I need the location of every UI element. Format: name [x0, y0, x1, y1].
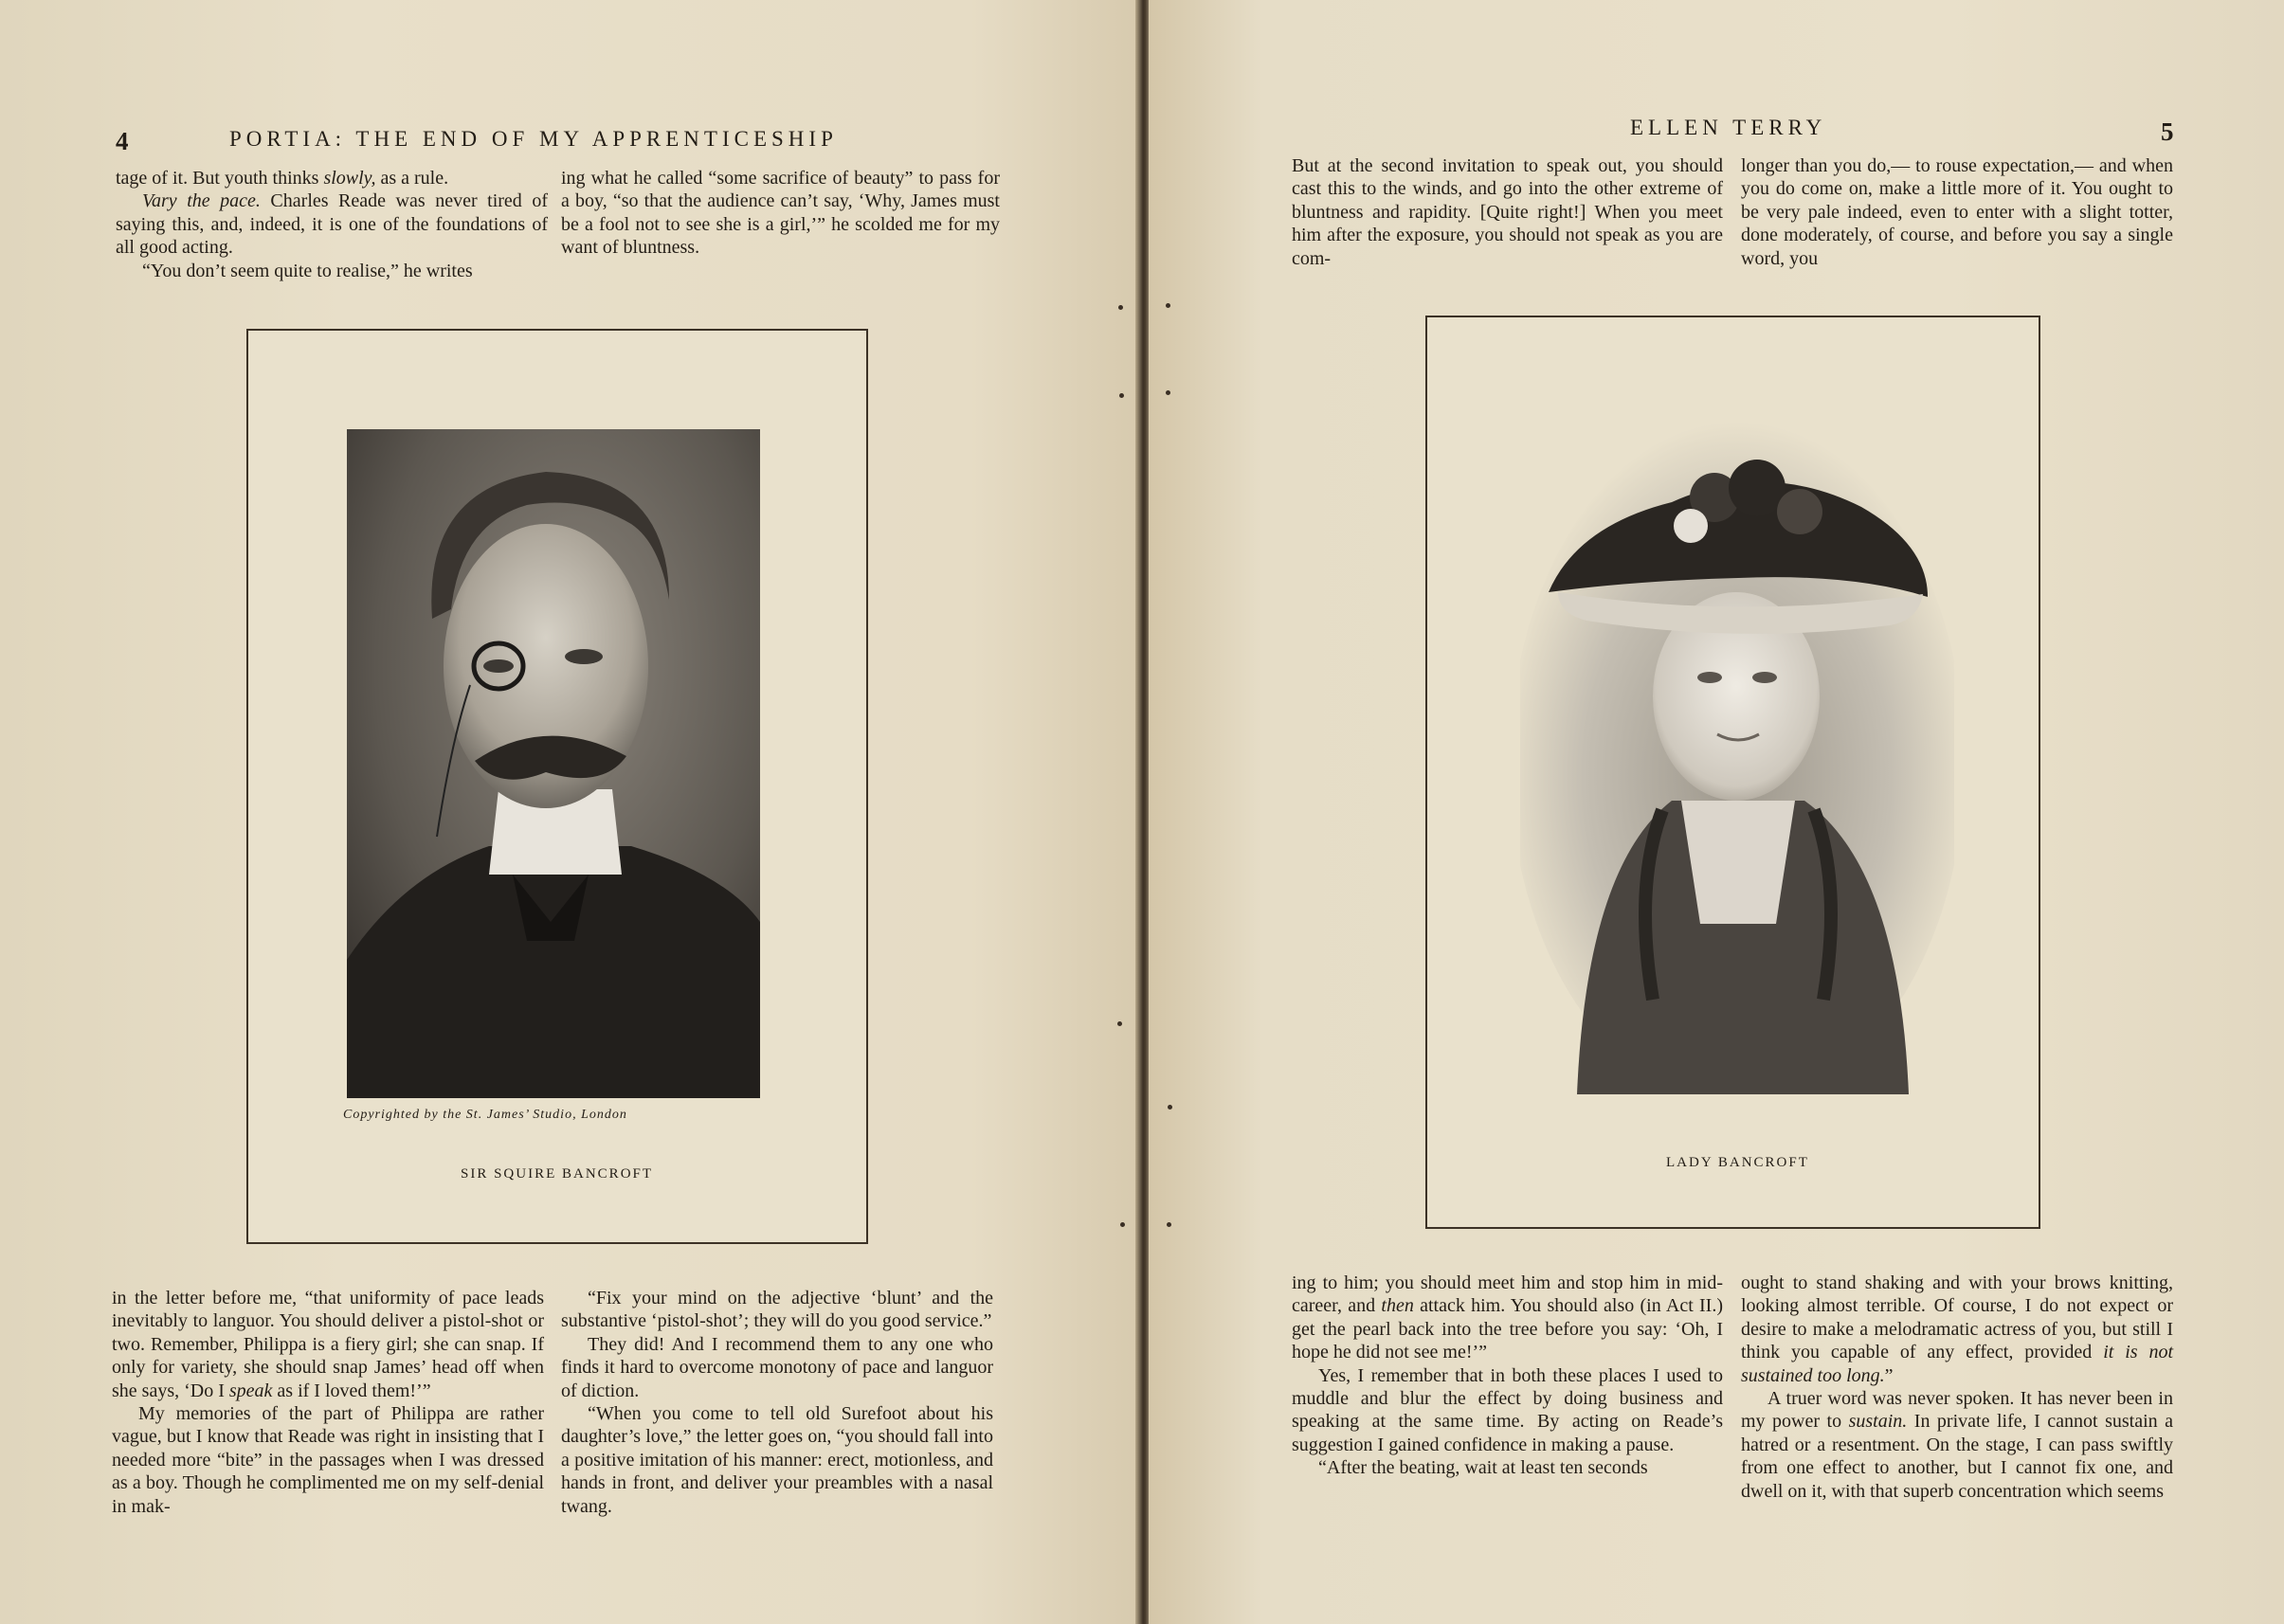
paragraph: in the letter before me, “that uniformity of pace leads inevitably to languor. You should deliver a pistol-shot or two. Remember, Philippa is a fiery girl; she can snap. If only for variety, she should snap James’ head off when she says, ‘Do I speak as if I loved them!’” [112, 1288, 544, 1401]
page-speck [1118, 305, 1123, 310]
paragraph: Yes, I remember that in both these places I used to muddle and blur the effect by doing business and speaking at the same time. By acting on Reade’s suggestion I gained confidence in making a pause. [1292, 1364, 1723, 1455]
page-speck [1166, 303, 1170, 308]
paragraph: ought to stand shaking and with your brows knitting, looking almost terrible. Of course, I do not expect or desire to make a melodramatic actress of you, but still I think you capable of any effect, provided it is not sustained too long.” [1741, 1272, 2173, 1386]
right-page [1149, 0, 2284, 1624]
page-speck [1117, 1021, 1122, 1026]
page-speck [1166, 390, 1170, 395]
paragraph: ing to him; you should meet him and stop him in mid-career, and then attack him. You should also (in Act II.) get the pearl back into the tree before you say: ‘Oh, I hope he did not see me!’” [1292, 1272, 1723, 1363]
caption-sir-squire-bancroft: SIR SQUIRE BANCROFT [461, 1166, 654, 1182]
paragraph: tage of it. But youth thinks slowly, as a rule. [116, 168, 449, 189]
paragraph: “You don’t seem quite to realise,” he writes [142, 260, 473, 281]
paragraph: longer than you do,— to rouse expectation,— and when you do come on, make a little more of it. You ought to be very pale indeed, even to enter with a slight totter, done moderately, of course, and before you say a single word, you [1741, 155, 2173, 269]
right-top-column-1 [1292, 154, 1723, 270]
paragraph: My memories of the part of Philippa are rather vague, but I know that Reade was right in insisting that I needed more “bite” in the passages when I was dressed as a boy. Though he complimented me on my self-denial in mak- [112, 1403, 544, 1517]
page-number-right: 5 [2161, 117, 2174, 146]
portrait-plate-sir-squire-bancroft [246, 329, 868, 1244]
paragraph: “After the beating, wait at least ten seconds [1318, 1457, 1648, 1479]
left-top-column-1 [116, 167, 548, 282]
running-head-right: ELLEN TERRY [1630, 116, 1827, 139]
page-speck [1120, 1222, 1125, 1227]
left-top-column-2 [561, 167, 1000, 260]
portrait-plate-lady-bancroft [1425, 316, 2040, 1229]
paragraph: ing what he called “some sacrifice of beauty” to pass for a boy, “so that the audience can’t say, ‘Why, James must be a fool not to see she is a girl,’” he scolded me for my want of bluntness. [561, 168, 1000, 259]
running-head-left: PORTIA: THE END OF MY APPRENTICESHIP [229, 127, 838, 151]
paragraph: “Fix your mind on the adjective ‘blunt’ and the substantive ‘pistol-shot’; they will do you good service.” [561, 1288, 993, 1332]
page-speck [1167, 1222, 1171, 1227]
left-bottom-column-2 [561, 1287, 993, 1518]
paragraph: “When you come to tell old Surefoot about his daughter’s love,” the letter goes on, “you should fall into a positive imitation of his manner: erect, motionless, and hands in front, and deliver your preambles with a nasal twang. [561, 1403, 993, 1517]
paragraph: They did! And I recommend them to any one who finds it hard to overcome monotony of pace and languor of diction. [561, 1333, 993, 1401]
left-bottom-column-1 [112, 1287, 544, 1518]
paragraph: A truer word was never spoken. It has never been in my power to sustain. In private life, I cannot sustain a hatred or a resentment. On the stage, I can pass swiftly from one effect to another, but I cannot fix one, and dwell on it, with that superb concentration which seems [1741, 1388, 2174, 1502]
paragraph: Vary the pace. Charles Reade was never tired of saying this, and, indeed, it is one of the foundations of all good acting. [116, 190, 548, 259]
right-bottom-column-1 [1292, 1272, 1723, 1480]
paragraph: But at the second invitation to speak out, you should cast this to the winds, and go into the other extreme of bluntness and rapidity. [Quite right!] When you meet him after the exposure, you should not speak as you are com- [1292, 155, 1723, 269]
right-top-column-2 [1741, 154, 2173, 270]
caption-lady-bancroft: LADY BANCROFT [1666, 1155, 1809, 1170]
portrait-photo-lady-bancroft [1520, 393, 1954, 1094]
photo-credit-left: Copyrighted by the St. James’ Studio, London [343, 1108, 627, 1122]
right-bottom-column-2 [1741, 1272, 2173, 1503]
page-speck [1168, 1105, 1172, 1110]
left-page [0, 0, 1141, 1624]
portrait-photo-sir-squire-bancroft [347, 429, 760, 1098]
page-speck [1119, 393, 1124, 398]
page-number-left: 4 [116, 127, 129, 155]
